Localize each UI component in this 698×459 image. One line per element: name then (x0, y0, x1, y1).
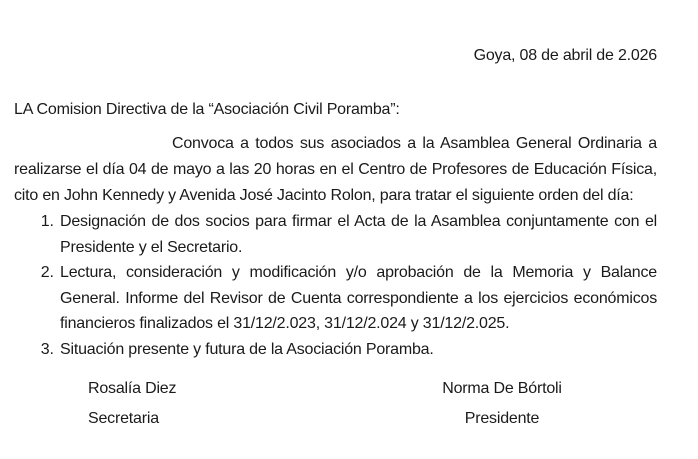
signature-secretary (88, 374, 176, 434)
signature-title: Secretaria (88, 410, 159, 427)
date-line: Goya, 08 de abril de 2.026 (473, 47, 657, 64)
agenda-item-2: 2. Lectura, consideración y modificación y/o aprobación de la Memoria y Balance General. Informe del Revisor de Cuenta correspondiente a los ejercicios económicos financieros finalizados el 31/12/2.023, 31/12/2.024 y 31/12/2.025. (58, 260, 657, 337)
intro-paragraph: Convoca a todos sus asociados a la Asamblea General Ordinaria a realizarse el día 04 de mayo a las 20 horas en el Centro de Profesores de Educación Física, cito en John Kennedy y Avenida José Jacinto Rolon, para tratar el siguiente orden del día: (14, 135, 657, 204)
signature-president (422, 374, 582, 434)
signature-name: Norma De Bórtoli (442, 380, 562, 397)
agenda-item-3: 3. Situación presente y futura de la Asociación Poramba. (58, 337, 657, 363)
agenda-list (14, 209, 657, 362)
signature-block (14, 374, 657, 444)
signature-title: Presidente (464, 410, 540, 427)
signature-name: Rosalía Diez (88, 380, 177, 397)
salutation-line: LA Comision Directiva de la “Asociación Civil Poramba”: (14, 101, 400, 118)
agenda-item-1: 1. Designación de dos socios para firmar el Acta de la Asamblea conjuntamente con el Presidente y el Secretario. (58, 209, 657, 260)
